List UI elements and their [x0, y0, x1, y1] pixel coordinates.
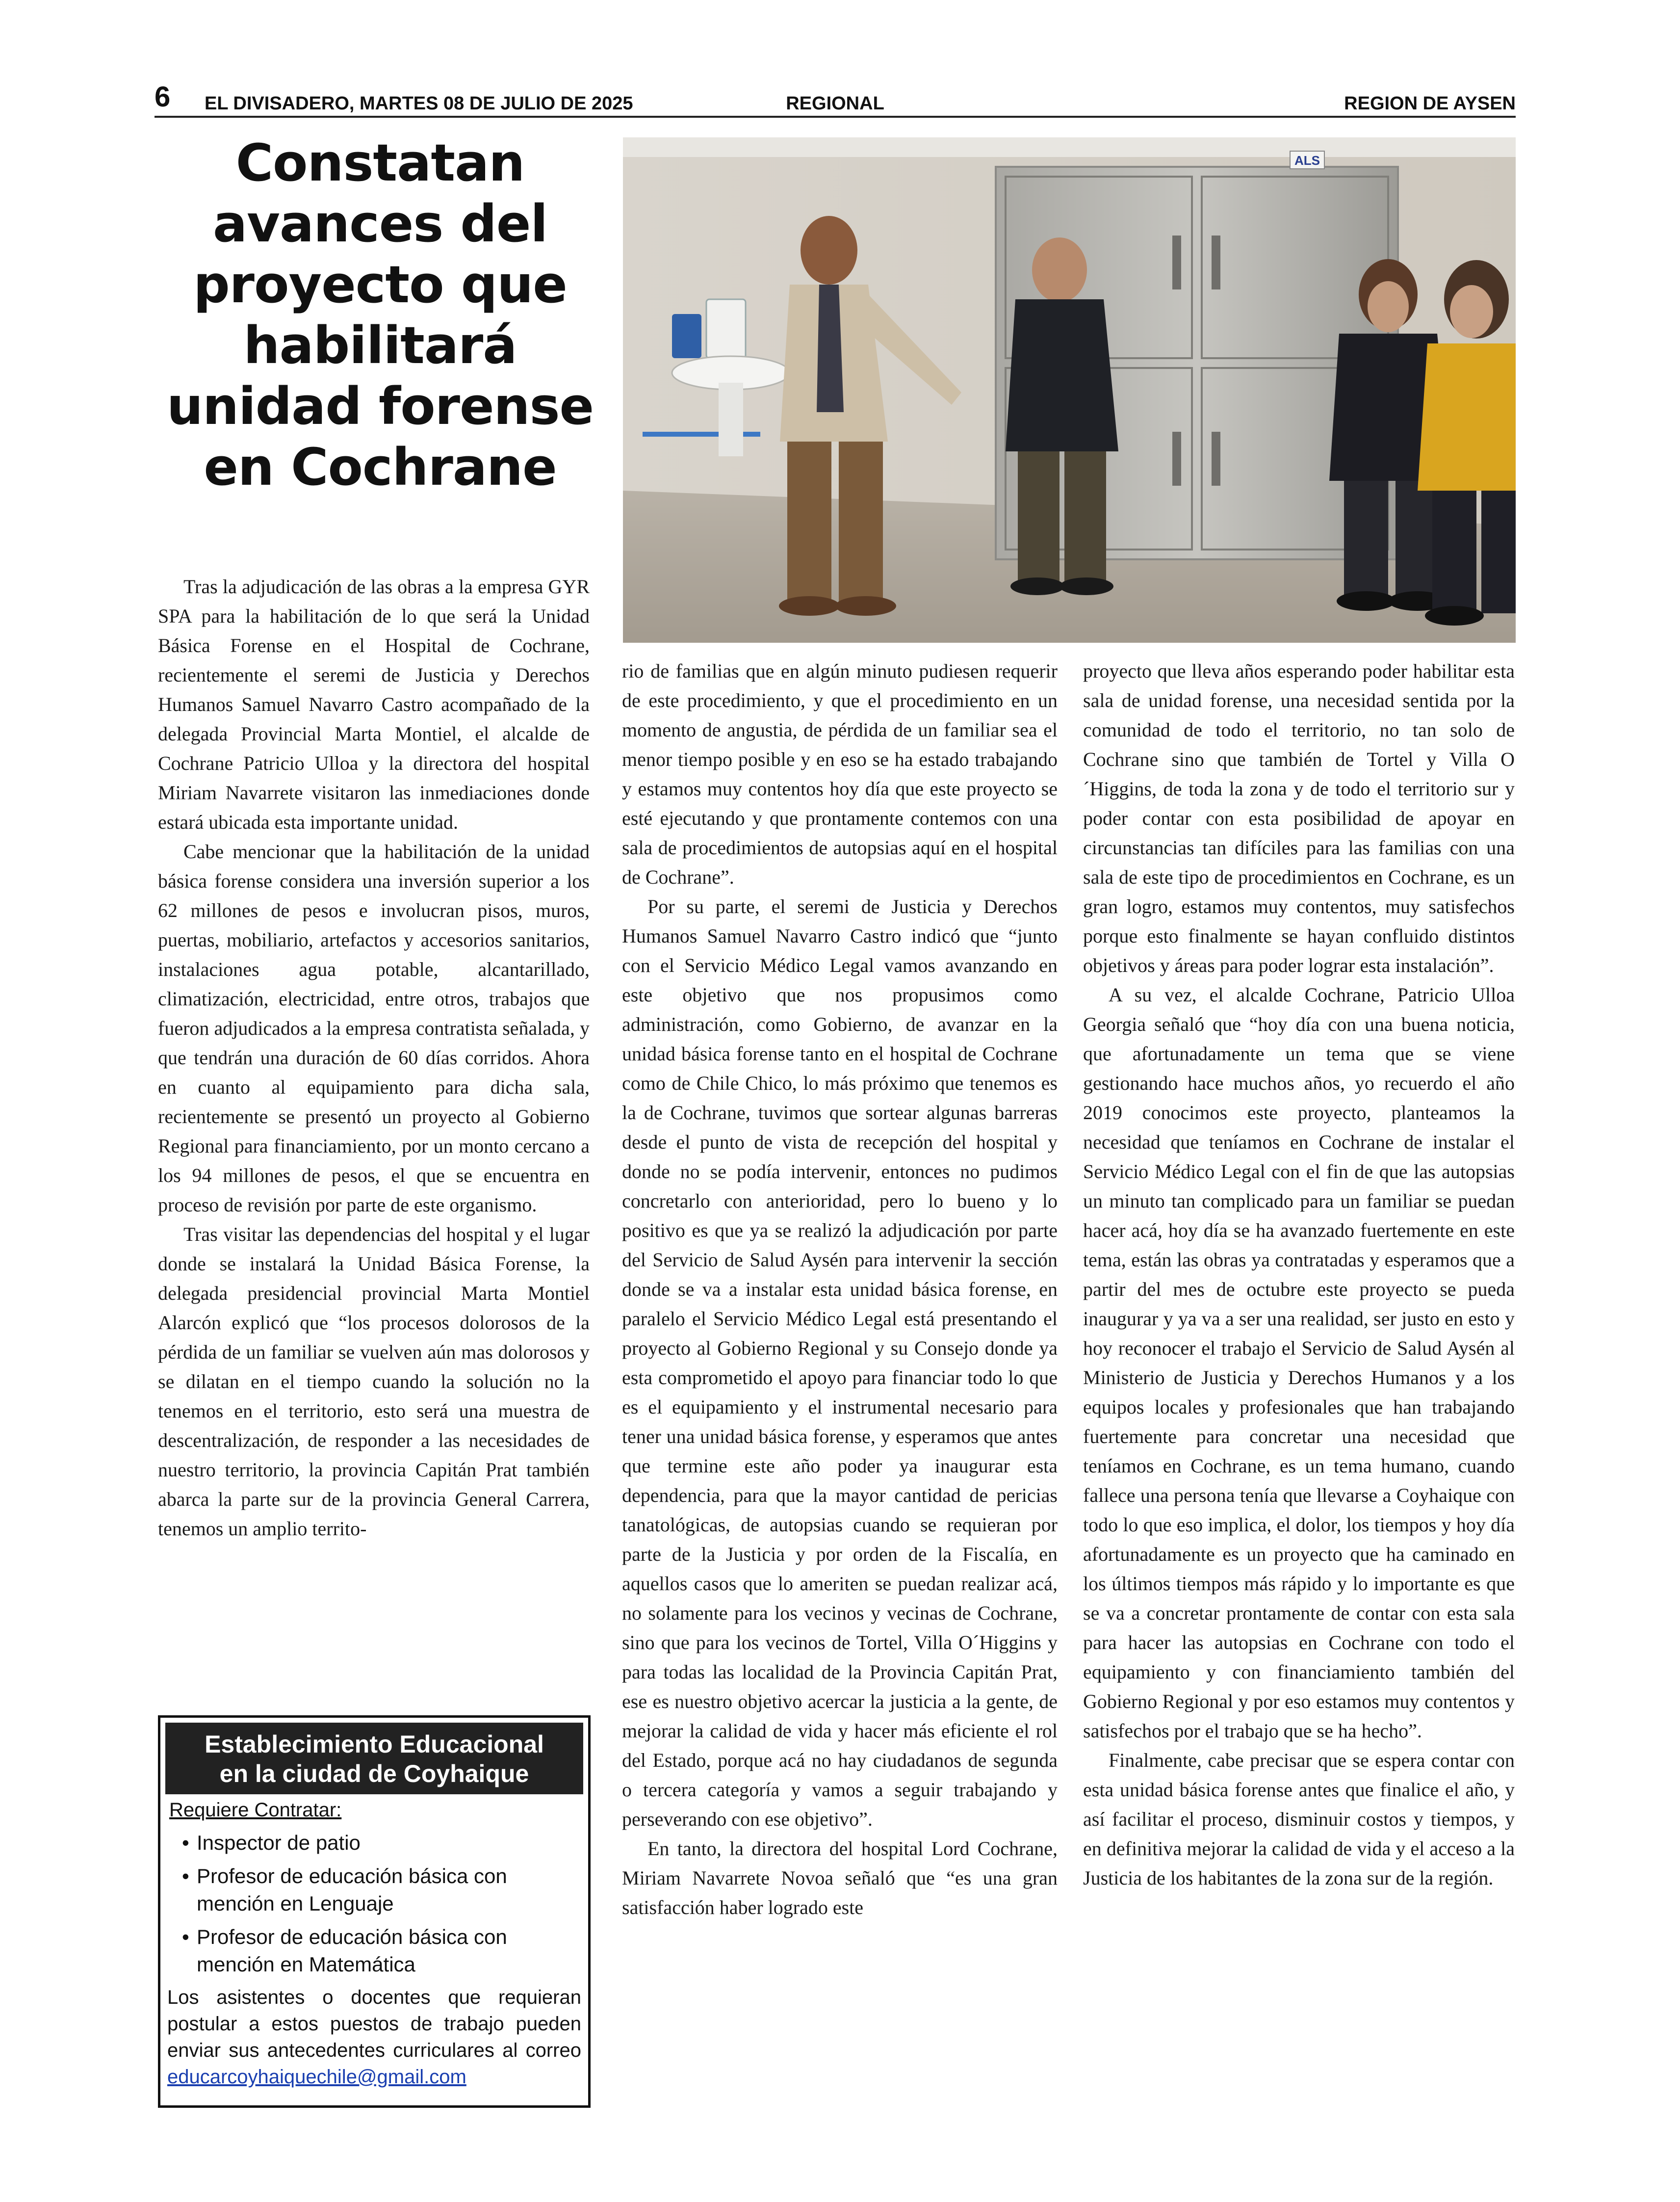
- article-column-3: [1083, 656, 1515, 2119]
- article-paragraph: Por su parte, el seremi de Justicia y Derechos Humanos Samuel Navarro Castro indicó que “junto con el Servicio Médico Legal vamos avanzando en este objetivo que nos propusimos como administración, como Gobierno, de avanzar en la unidad básica forense tanto en el hospital de Cochrane como de Chile Chico, lo más próximo que tenemos es la de Cochrane, tuvimos que sortear algunas barreras desde el punto de vista de recepción del hospital y donde no se podía intervenir, entonces no pudimos concretarlo con anterioridad, pero lo bueno y lo positivo es que ya se realizó la adjudicación por parte del Servicio de Salud Aysén para intervenir la sección donde se va a instalar esta unidad básica forense, en paralelo el Servicio Médico Legal está presentando el proyecto al Gobierno Regional y su Consejo donde ya esta comprometido el apoyo para financiar todo lo que es el equipamiento y el instrumental necesario para tener una unidad básica forense, y esperamos que antes que termine este año poder ya inaugurar esta dependencia, para que la mayor cantidad de pericias tanatológicas, de autopsias cuando se requieran por parte de la Justicia y por orden de la Fiscalía, en aquellos casos que lo ameriten se puedan realizar acá, no solamente para los vecinos y vecinas de Cochrane, sino que para los vecinos de Tortel, Villa O´Higgins y para todas las localidad de la Provincia Capitán Prat, ese es nuestro objetivo acercar la justicia a la gente, de mejorar la calidad de vida y hacer más eficiente el rol del Estado, porque acá no hay ciudadanos de segunda o tercera categoría y vamos a seguir trabajando y perseverando con ese objetivo”.: [622, 895, 1058, 1830]
- cabinet-brand-label: ALS: [1294, 153, 1320, 168]
- article-column-2: [622, 656, 1058, 2119]
- headline-line: unidad forense: [167, 376, 594, 436]
- page-header: [155, 81, 1516, 117]
- ad-title: [165, 1723, 583, 1794]
- header-divider: [155, 116, 1516, 118]
- article-paragraph: A su vez, el alcalde Cochrane, Patricio Ulloa Georgia señaló que “hoy día con una buena noticia, que afortunadamente un tema que se viene gestionando hace muchos años, yo recuerdo el año 2019 conocimos este proyecto, planteamos la necesidad que teníamos en Cochrane de instalar el Servicio Médico Legal con el fin de que las autopsias un minuto tan complicado para un familiar se puedan hacer acá, hoy día se ha avanzado fuertemente en este tema, están las obras ya contratadas y esperamos que a partir del mes de octubre este proyecto se pueda inaugurar y ya va a ser una realidad, ser justo en esto y hoy reconocer el trabajo el Servicio de Salud Aysén al Ministerio de Justicia y Derechos Humanos y a los equipos locales y profesionales que han trabajando fuertemente para concretar una necesidad que teníamos en Cochrane, es un tema humano, cuando fallece una persona tenía que llevarse a Coyhaique con todo lo que eso implica, el dolor, los tiempos y hoy día afortunadamente es un proyecto que ha caminado en los últimos tiempos más rápido y lo importante es que se va a concretar prontamente de contar con esta sala para hacer las autopsias en Cochrane con todo el equipamiento y con financiamiento también del Gobierno Regional y por eso estamos muy contentos y satisfechos por el trabajo que se ha hecho”.: [1083, 984, 1515, 1742]
- section-label: REGIONAL: [786, 93, 884, 114]
- headline-line: avances del: [212, 194, 548, 254]
- newspaper-dateline: EL DIVISADERO, MARTES 08 DE JULIO DE 2025: [205, 93, 633, 114]
- headline-line: Constatan: [235, 133, 525, 193]
- ad-footer-text: Los asistentes o docentes que requieran postular a estos puestos de trabajo pueden enviar sus antecedentes curriculares al correo: [167, 1987, 581, 2061]
- headline-line: proyecto que: [193, 255, 567, 315]
- ad-footer: [167, 1984, 581, 2090]
- article-column-1: [158, 572, 590, 1656]
- ad-title-line: en la ciudad de Coyhaique: [219, 1760, 529, 1787]
- ad-email-link[interactable]: educarcoyhaiquechile@gmail.com: [167, 2066, 466, 2088]
- photo-illustration: [623, 137, 1516, 643]
- region-label: REGION DE AYSEN: [1344, 93, 1516, 114]
- article-paragraph: rio de familias que en algún minuto pudiesen requerir de este procedimiento, y que el procedimiento en un momento de angustia, de pérdida de un familiar sea el menor tiempo posible y en eso se ha estado trabajando y estamos muy contentos hoy día que este proyecto se esté ejecutando y que prontamente contemos con una sala de procedimientos de autopsias aquí en el hospital de Cochrane”.: [622, 660, 1058, 888]
- article-headline: [162, 132, 598, 498]
- article-paragraph: En tanto, la directora del hospital Lord Cochrane, Miriam Navarrete Novoa señaló que “es una gran satisfacción haber logrado este: [622, 1837, 1058, 1918]
- article-paragraph: Cabe mencionar que la habilitación de la unidad básica forense considera una inversión superior a los 62 millones de pesos e involucran pisos, muros, puertas, mobiliario, artefactos y accesorios sanitarios, instalaciones agua potable, alcantarillado, climatización, electricidad, entre otros, trabajos que fueron adjudicados a la empresa contratista señalada, y que tendrán una duración de 60 días corridos. Ahora en cuanto al equipamiento para dicha sala, recientemente se presentó un proyecto al Gobierno Regional para financiamiento, por un monto cercano a los 94 millones de pesos, el que se encuentra en proceso de revisión por parte de este organismo.: [158, 840, 590, 1216]
- ad-position-item: • Profesor de educación básica con mención en Matemática: [182, 1923, 582, 1978]
- ad-position-item: • Profesor de educación básica con mención en Lenguaje: [182, 1862, 582, 1917]
- ad-title-line: Establecimiento Educacional: [205, 1730, 544, 1758]
- ad-position-list: [160, 1829, 588, 1978]
- headline-line: en Cochrane: [204, 437, 557, 497]
- article-paragraph: Tras visitar las dependencias del hospital y el lugar donde se instalará la Unidad Básica Forense, la delegada presidencial provincial Marta Montiel Alarcón explicó que “los procesos dolorosos de la pérdida de un familiar se vuelven aún mas dolorosos y se dilatan en el tiempo cuando la solución no la tenemos en el territorio, esto será una muestra de descentralización, de responder a las necesidades de nuestro territorio, la provincia Capitán Prat también abarca la parte sur de la provincia General Carrera, tenemos un amplio territo-: [158, 1223, 590, 1540]
- page-number: 6: [155, 81, 171, 113]
- ad-requirement-label: Requiere Contratar:: [169, 1799, 342, 1821]
- article-paragraph: Tras la adjudicación de las obras a la empresa GYR SPA para la habilitación de lo que será la Unidad Básica Forense en el Hospital de Cochrane, recientemente el seremi de Justicia y Derechos Humanos Samuel Navarro Castro acompañado de la delegada Provincial Marta Montiel, el alcalde de Cochrane Patricio Ulloa y la directora del hospital Miriam Navarrete visitaron las inmediaciones donde estará ubicada esta importante unidad.: [158, 576, 590, 833]
- article-paragraph: proyecto que lleva años esperando poder habilitar esta sala de unidad forense, una necesidad sentida por la comunidad de todo el territorio, no tan solo de Cochrane sino que también de Tortel y Villa O´Higgins, de toda la zona y de todo el territorio sur y poder contar con esta posibilidad de apoyar en circunstancias tan difíciles para las familias con una sala de este tipo de procedimientos en Cochrane, es un gran logro, estamos muy contentos, muy satisfechos porque esto finalmente se hayan confluido distintos objetivos y áreas para poder lograr esta instalación”.: [1083, 660, 1515, 976]
- ad-position-item: • Inspector de patio: [182, 1829, 582, 1857]
- job-advertisement: [158, 1715, 591, 2108]
- headline-line: habilitará: [243, 315, 517, 375]
- article-paragraph: Finalmente, cabe precisar que se espera contar con esta unidad básica forense antes que finalice el año, y así facilitar el proceso, disminuir costos y tiempos, y en definitiva mejorar la calidad de vida y el acceso a la Justicia de los habitantes de la zona sur de la región.: [1083, 1749, 1515, 1889]
- article-photo: [623, 137, 1516, 643]
